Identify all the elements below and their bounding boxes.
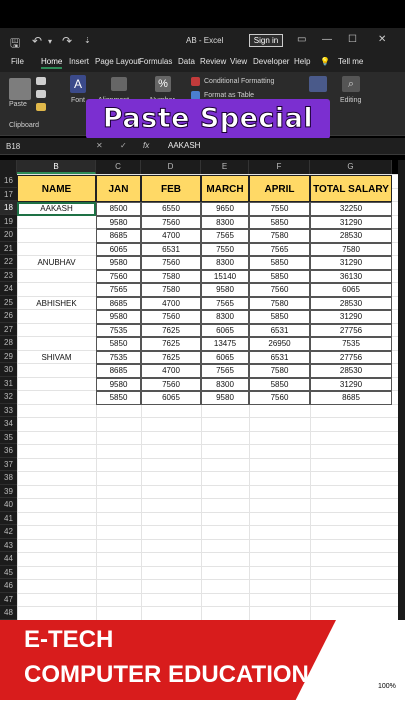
row-header-38[interactable]: 38 [0, 471, 17, 485]
name-cell[interactable]: AAKASH [40, 204, 73, 213]
gridline [17, 593, 405, 594]
table-header-jan: JAN [96, 175, 141, 202]
name-cell[interactable] [17, 270, 96, 284]
row-header-35[interactable]: 35 [0, 431, 17, 445]
tab-page-layout[interactable]: Page Layout [95, 57, 140, 66]
gridline [17, 471, 405, 472]
gridline [17, 566, 405, 567]
row-header-37[interactable]: 37 [0, 458, 17, 472]
title-bar [0, 28, 405, 54]
name-cell[interactable] [17, 243, 96, 257]
table-cell[interactable]: 5850 [249, 378, 310, 392]
clipboard-group-label: Clipboard [9, 122, 39, 129]
row-header-32[interactable]: 32 [0, 390, 17, 404]
select-all-corner[interactable] [0, 160, 17, 174]
table-cell[interactable]: 7535 [96, 324, 141, 338]
row-header-48[interactable]: 48 [0, 606, 17, 620]
table-cell[interactable]: 5850 [96, 337, 141, 351]
paste-special-banner [86, 99, 330, 139]
column-header-g[interactable]: G [310, 160, 392, 174]
table-cell[interactable]: 32250 [310, 202, 392, 216]
gridline [17, 458, 405, 459]
table-cell[interactable]: 6065 [201, 351, 249, 365]
name-cell[interactable] [17, 310, 96, 324]
name-cell[interactable]: SHIVAM [41, 352, 72, 362]
sign-in-button[interactable]: Sign in [249, 34, 283, 47]
row-header-39[interactable]: 39 [0, 485, 17, 499]
minimize-icon[interactable]: — [322, 34, 332, 45]
table-cell[interactable]: 7565 [201, 297, 249, 311]
name-cell[interactable] [17, 337, 96, 351]
table-cell[interactable]: 7560 [141, 378, 201, 392]
table-cell[interactable]: 5850 [249, 216, 310, 230]
table-header-feb: FEB [141, 175, 201, 202]
table-cell[interactable]: 7580 [249, 297, 310, 311]
table-cell[interactable]: 6531 [249, 324, 310, 338]
table-cell[interactable]: 13475 [201, 337, 249, 351]
zoom-level[interactable]: 100% [378, 683, 396, 690]
table-cell[interactable]: 9580 [201, 391, 249, 405]
table-cell[interactable]: 8300 [201, 256, 249, 270]
table-cell[interactable]: 6531 [141, 243, 201, 257]
table-cell[interactable]: 5850 [249, 256, 310, 270]
column-header-f[interactable]: F [249, 160, 310, 174]
table-cell[interactable]: 6065 [96, 243, 141, 257]
table-cell[interactable]: 15140 [201, 270, 249, 284]
name-cell[interactable] [17, 216, 96, 230]
row-header-21[interactable]: 21 [0, 242, 17, 256]
table-cell[interactable]: 27756 [310, 351, 392, 365]
worksheet-grid[interactable] [17, 174, 405, 620]
tab-insert[interactable]: Insert [69, 57, 90, 66]
redo-icon[interactable]: ↷ [62, 34, 73, 48]
table-cell[interactable]: 9650 [201, 202, 249, 216]
format-painter-icon[interactable] [36, 103, 46, 111]
table-header-april: APRIL [249, 175, 310, 202]
tab-formulas[interactable]: Formulas [139, 57, 173, 66]
row-header-46[interactable]: 46 [0, 579, 17, 593]
alignment-icon[interactable] [111, 77, 127, 91]
table-cell[interactable]: 9580 [201, 283, 249, 297]
table-cell[interactable]: 7560 [141, 256, 201, 270]
table-cell[interactable]: 31290 [310, 256, 392, 270]
row-header-34[interactable]: 34 [0, 417, 17, 431]
tab-help[interactable]: Help [294, 57, 311, 66]
row-header-25[interactable]: 25 [0, 296, 17, 310]
active-cell-outline [17, 202, 96, 216]
gridline [17, 417, 405, 418]
table-cell[interactable]: 9580 [96, 216, 141, 230]
gridline [17, 579, 405, 580]
row-header-18[interactable]: 18 [0, 201, 17, 215]
undo-dropdown-icon[interactable]: ▾ [48, 37, 53, 46]
row-header-26[interactable]: 26 [0, 309, 17, 323]
undo-icon[interactable]: ↶ [32, 34, 43, 48]
formula-bar [0, 138, 405, 155]
save-icon[interactable]: 🖫 [10, 36, 21, 50]
row-header-44[interactable]: 44 [0, 552, 17, 566]
table-cell[interactable]: 31290 [310, 216, 392, 230]
name-cell[interactable] [17, 391, 96, 405]
name-cell[interactable] [17, 378, 96, 392]
column-header-e[interactable]: E [201, 160, 249, 174]
table-cell[interactable]: 8685 [96, 229, 141, 243]
percent-icon[interactable]: % [155, 76, 171, 92]
column-header-c[interactable]: C [96, 160, 141, 174]
row-header-45[interactable]: 45 [0, 566, 17, 580]
gridline [17, 444, 405, 445]
gridline [17, 606, 405, 607]
table-header-total-salary: TOTAL SALARY [310, 175, 392, 202]
table-cell[interactable]: 7535 [96, 351, 141, 365]
editing-group-label[interactable]: Editing [340, 97, 362, 104]
row-header-31[interactable]: 31 [0, 377, 17, 391]
table-cell[interactable]: 7580 [249, 364, 310, 378]
row-header-17[interactable]: 17 [0, 188, 17, 202]
table-cell[interactable]: 7550 [201, 243, 249, 257]
row-header-40[interactable]: 40 [0, 498, 17, 512]
name-cell[interactable]: ANUBHAV [37, 258, 76, 267]
column-header-d[interactable]: D [141, 160, 201, 174]
ribbon-tabs [0, 54, 405, 72]
tab-view[interactable]: View [230, 57, 248, 66]
name-cell[interactable]: ABHISHEK [36, 298, 77, 308]
cancel-icon[interactable]: ✕ [96, 141, 103, 150]
ribbon-display-icon[interactable]: ▭ [297, 34, 307, 45]
table-cell[interactable]: 8300 [201, 310, 249, 324]
name-cell[interactable] [17, 229, 96, 243]
copy-icon[interactable] [36, 90, 46, 98]
table-cell[interactable]: 7625 [141, 337, 201, 351]
table-cell[interactable]: 8300 [201, 216, 249, 230]
row-header-29[interactable]: 29 [0, 350, 17, 364]
table-cell[interactable]: 5850 [249, 270, 310, 284]
row-header-36[interactable]: 36 [0, 444, 17, 458]
table-cell[interactable]: 7560 [96, 270, 141, 284]
table-cell[interactable]: 7560 [141, 310, 201, 324]
table-header-name: NAME [17, 175, 96, 202]
table-cell[interactable]: 6531 [249, 351, 310, 365]
row-header-27[interactable]: 27 [0, 323, 17, 337]
gridline [17, 525, 405, 526]
table-cell[interactable]: 28530 [310, 297, 392, 311]
table-header-march: MARCH [201, 175, 249, 202]
gridline [17, 431, 405, 432]
table-cell[interactable]: 6550 [141, 202, 201, 216]
window-title: AB - Excel [186, 36, 224, 45]
table-cell[interactable]: 5850 [249, 310, 310, 324]
table-cell[interactable]: 26950 [249, 337, 310, 351]
row-header-23[interactable]: 23 [0, 269, 17, 283]
row-header-43[interactable]: 43 [0, 539, 17, 553]
maximize-icon[interactable]: ☐ [348, 34, 357, 45]
table-cell[interactable]: 7535 [310, 337, 392, 351]
customize-toolbar-icon[interactable]: ⇣ [84, 36, 91, 45]
format-as-table-button[interactable]: Format as Table [204, 92, 255, 99]
brand-line-2: COMPUTER EDUCATION [24, 661, 309, 688]
row-header-30[interactable]: 30 [0, 363, 17, 377]
cut-icon[interactable] [36, 77, 46, 85]
table-cell[interactable]: 8685 [310, 391, 392, 405]
gridline [17, 485, 405, 486]
lightbulb-icon: 💡 [320, 57, 330, 66]
row-header-33[interactable]: 33 [0, 404, 17, 418]
table-cell[interactable]: 6065 [310, 283, 392, 297]
tab-review[interactable]: Review [200, 57, 227, 66]
row-header-24[interactable]: 24 [0, 282, 17, 296]
table-cell[interactable]: 9580 [96, 310, 141, 324]
vertical-scrollbar[interactable] [398, 160, 405, 620]
table-cell[interactable]: 31290 [310, 378, 392, 392]
row-header-16[interactable]: 16 [0, 174, 17, 188]
formula-input[interactable]: AAKASH [168, 141, 201, 150]
close-icon[interactable]: ✕ [378, 34, 387, 45]
table-cell[interactable]: 31290 [310, 310, 392, 324]
tab-developer[interactable]: Developer [253, 57, 290, 66]
table-cell[interactable]: 7565 [96, 283, 141, 297]
tab-data[interactable]: Data [178, 57, 195, 66]
name-cell[interactable] [17, 324, 96, 338]
table-cell[interactable]: 36130 [310, 270, 392, 284]
name-cell[interactable] [17, 364, 96, 378]
table-cell[interactable]: 7625 [141, 351, 201, 365]
table-cell[interactable]: 7565 [201, 364, 249, 378]
table-cell[interactable]: 7580 [249, 229, 310, 243]
row-header-22[interactable]: 22 [0, 255, 17, 269]
paste-icon[interactable] [9, 78, 31, 100]
table-cell[interactable]: 7580 [141, 283, 201, 297]
table-cell[interactable]: 27756 [310, 324, 392, 338]
table-cell[interactable]: 7580 [141, 270, 201, 284]
table-cell[interactable]: 8500 [96, 202, 141, 216]
conditional-formatting-button[interactable]: Conditional Formatting [204, 78, 275, 85]
tell-me-search[interactable]: Tell me [338, 57, 364, 66]
table-cell[interactable]: 7565 [249, 243, 310, 257]
font-icon[interactable]: A [70, 75, 86, 93]
name-cell[interactable] [17, 283, 96, 297]
tab-home[interactable]: Home [41, 57, 62, 69]
row-header-47[interactable]: 47 [0, 593, 17, 607]
table-cell[interactable]: 8685 [96, 297, 141, 311]
paste-special-title: Paste Special [102, 103, 314, 134]
table-cell[interactable]: 6065 [201, 324, 249, 338]
table-cell[interactable]: 7565 [201, 229, 249, 243]
enter-icon[interactable]: ✓ [120, 141, 127, 150]
gridline [17, 552, 405, 553]
row-header-19[interactable]: 19 [0, 215, 17, 229]
insert-function-icon[interactable]: fx [143, 141, 150, 150]
font-group-label[interactable]: Font [71, 97, 86, 104]
table-cell[interactable]: 9580 [96, 256, 141, 270]
row-header-28[interactable]: 28 [0, 336, 17, 350]
cells-icon[interactable] [309, 76, 327, 92]
row-header-20[interactable]: 20 [0, 228, 17, 242]
table-cell[interactable]: 4700 [141, 364, 201, 378]
tab-file[interactable]: File [11, 57, 24, 66]
table-cell[interactable]: 5850 [96, 391, 141, 405]
brand-line-1: E-TECH [24, 626, 114, 653]
gridline [17, 539, 405, 540]
table-cell[interactable]: 7580 [310, 243, 392, 257]
gridline [17, 512, 405, 513]
table-cell[interactable]: 7625 [141, 324, 201, 338]
row-header-42[interactable]: 42 [0, 525, 17, 539]
table-cell[interactable]: 28530 [310, 364, 392, 378]
table-cell[interactable]: 7560 [141, 216, 201, 230]
row-header-41[interactable]: 41 [0, 512, 17, 526]
table-cell[interactable]: 4700 [141, 297, 201, 311]
table-cell[interactable]: 8300 [201, 378, 249, 392]
table-cell[interactable]: 8685 [96, 364, 141, 378]
table-cell[interactable]: 6065 [141, 391, 201, 405]
name-box[interactable]: B18 [6, 142, 21, 151]
table-cell[interactable]: 4700 [141, 229, 201, 243]
table-cell[interactable]: 7560 [249, 283, 310, 297]
paste-label: Paste [9, 101, 27, 108]
table-cell[interactable]: 7560 [249, 391, 310, 405]
table-cell[interactable]: 9580 [96, 378, 141, 392]
search-icon[interactable]: ⌕ [342, 76, 360, 92]
column-header-b[interactable]: B [17, 160, 96, 174]
table-cell[interactable]: 7550 [249, 202, 310, 216]
conditional-formatting-icon [191, 77, 200, 86]
gridline [17, 498, 405, 499]
table-cell[interactable]: 28530 [310, 229, 392, 243]
